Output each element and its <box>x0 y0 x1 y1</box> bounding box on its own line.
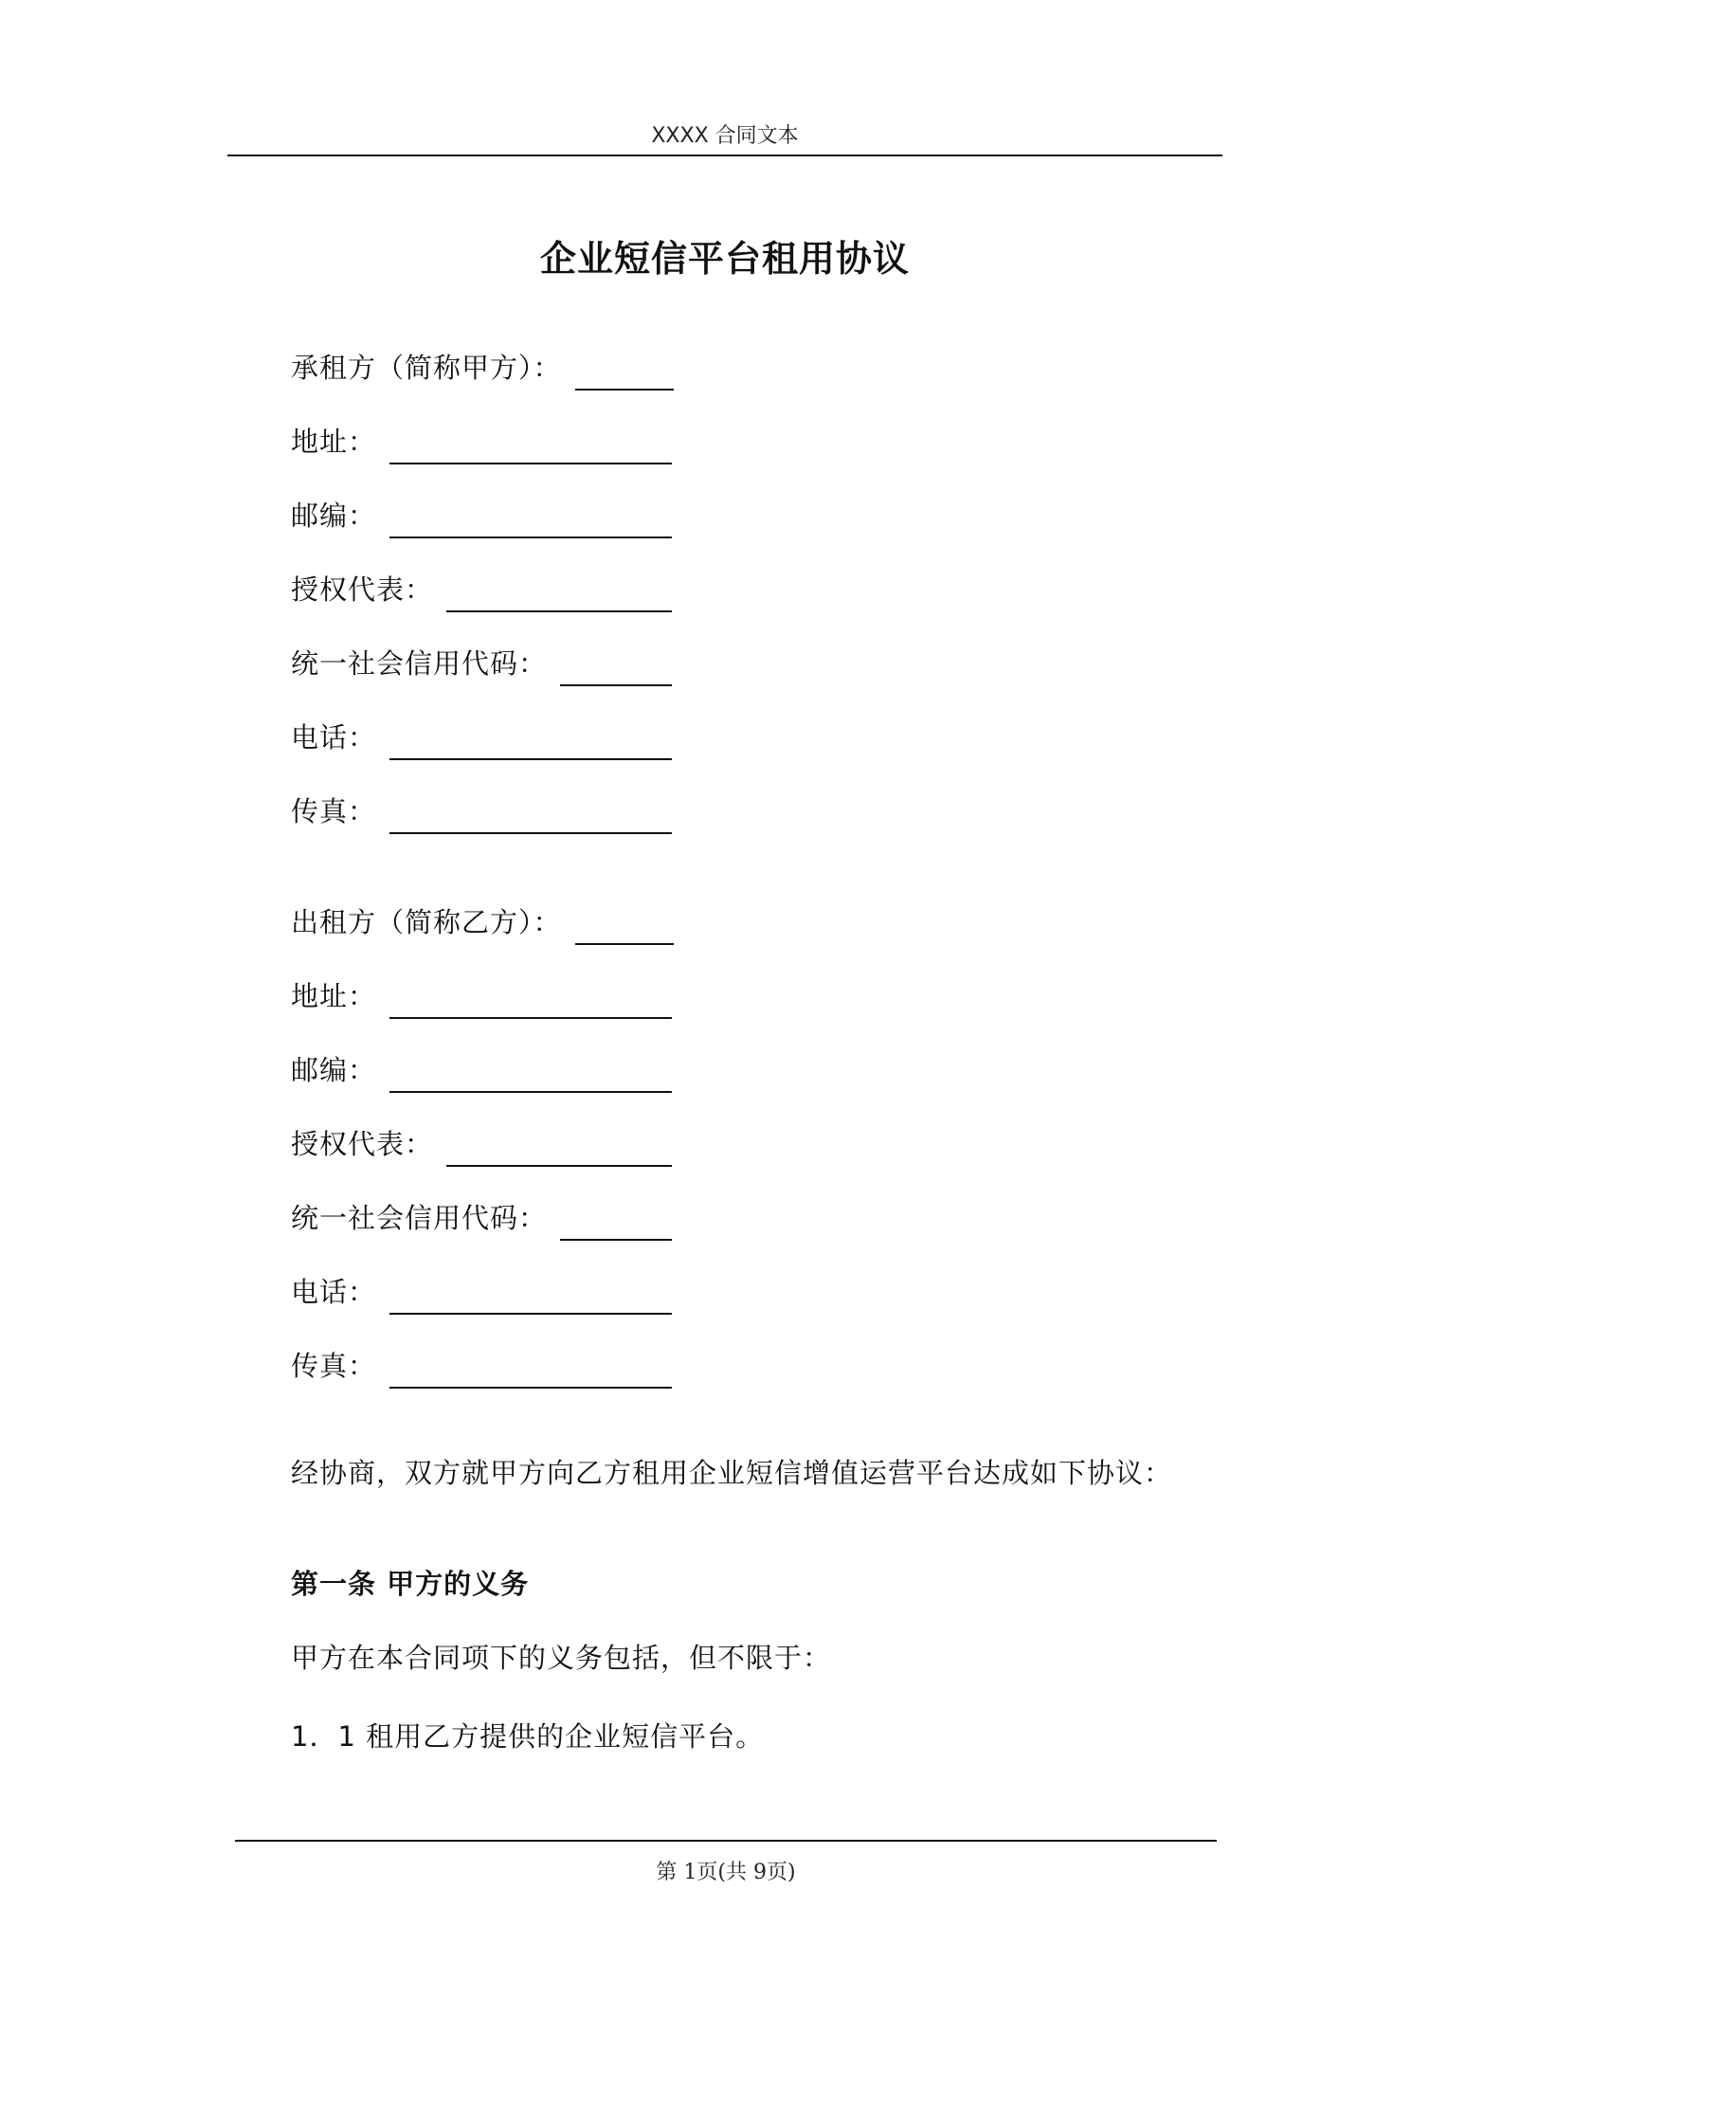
fill-in-blank[interactable] <box>389 1311 672 1315</box>
fill-in-blank[interactable] <box>389 756 672 760</box>
article-1-intro: 甲方在本合同项下的义务包括，但不限于： <box>291 1642 832 1674</box>
document-title: 企业短信平台租用协议 <box>539 238 910 280</box>
party-b-representative-field <box>291 1121 672 1167</box>
fill-in-blank[interactable] <box>575 387 674 391</box>
fill-in-blank[interactable] <box>575 941 674 945</box>
party-b-credit-code-field <box>291 1195 672 1241</box>
fill-in-blank[interactable] <box>560 1237 672 1241</box>
running-header: XXXX 合同文本 <box>651 124 799 148</box>
clause-1-1: 1．1 租用乙方提供的企业短信平台。 <box>291 1720 765 1753</box>
party-a-lessee-field <box>291 345 674 391</box>
header-divider <box>227 155 1222 156</box>
field-label: 邮编： <box>291 500 377 532</box>
fill-in-blank[interactable] <box>389 830 672 834</box>
fill-in-blank[interactable] <box>389 535 672 538</box>
party-b-address-field <box>291 973 672 1019</box>
field-label: 授权代表： <box>291 573 434 606</box>
field-label: 统一社会信用代码： <box>291 1202 548 1234</box>
field-label: 电话： <box>291 721 377 754</box>
field-label: 承租方（简称甲方）： <box>291 352 562 384</box>
party-b-phone-field <box>291 1269 672 1315</box>
field-label: 地址： <box>291 426 377 458</box>
fill-in-blank[interactable] <box>389 1089 672 1093</box>
fill-in-blank[interactable] <box>446 609 672 612</box>
field-label: 统一社会信用代码： <box>291 647 548 680</box>
fill-in-blank[interactable] <box>560 682 672 686</box>
agreement-intro: 经协商，双方就甲方向乙方租用企业短信增值运营平台达成如下协议： <box>291 1457 1173 1489</box>
party-a-address-field <box>291 419 672 464</box>
fill-in-blank[interactable] <box>389 461 672 464</box>
field-label: 传真： <box>291 795 377 827</box>
fill-in-blank[interactable] <box>389 1385 672 1389</box>
fill-in-blank[interactable] <box>389 1015 672 1019</box>
party-b-fax-field <box>291 1343 672 1389</box>
party-b-lessor-field <box>291 900 674 945</box>
party-a-fax-field <box>291 789 672 834</box>
article-1-heading: 第一条 甲方的义务 <box>291 1568 530 1600</box>
field-label: 电话： <box>291 1276 377 1308</box>
field-label: 授权代表： <box>291 1128 434 1160</box>
page-number: 第 1页(共 9页) <box>656 1861 796 1884</box>
party-a-postcode-field <box>291 493 672 538</box>
fill-in-blank[interactable] <box>446 1163 672 1167</box>
party-b-postcode-field <box>291 1047 672 1093</box>
party-a-phone-field <box>291 715 672 760</box>
field-label: 地址： <box>291 980 377 1012</box>
party-a-credit-code-field <box>291 641 672 686</box>
field-label: 邮编： <box>291 1054 377 1086</box>
footer-divider <box>235 1840 1217 1842</box>
field-label: 传真： <box>291 1350 377 1382</box>
party-a-representative-field <box>291 567 672 612</box>
field-label: 出租方（简称乙方）： <box>291 906 562 938</box>
